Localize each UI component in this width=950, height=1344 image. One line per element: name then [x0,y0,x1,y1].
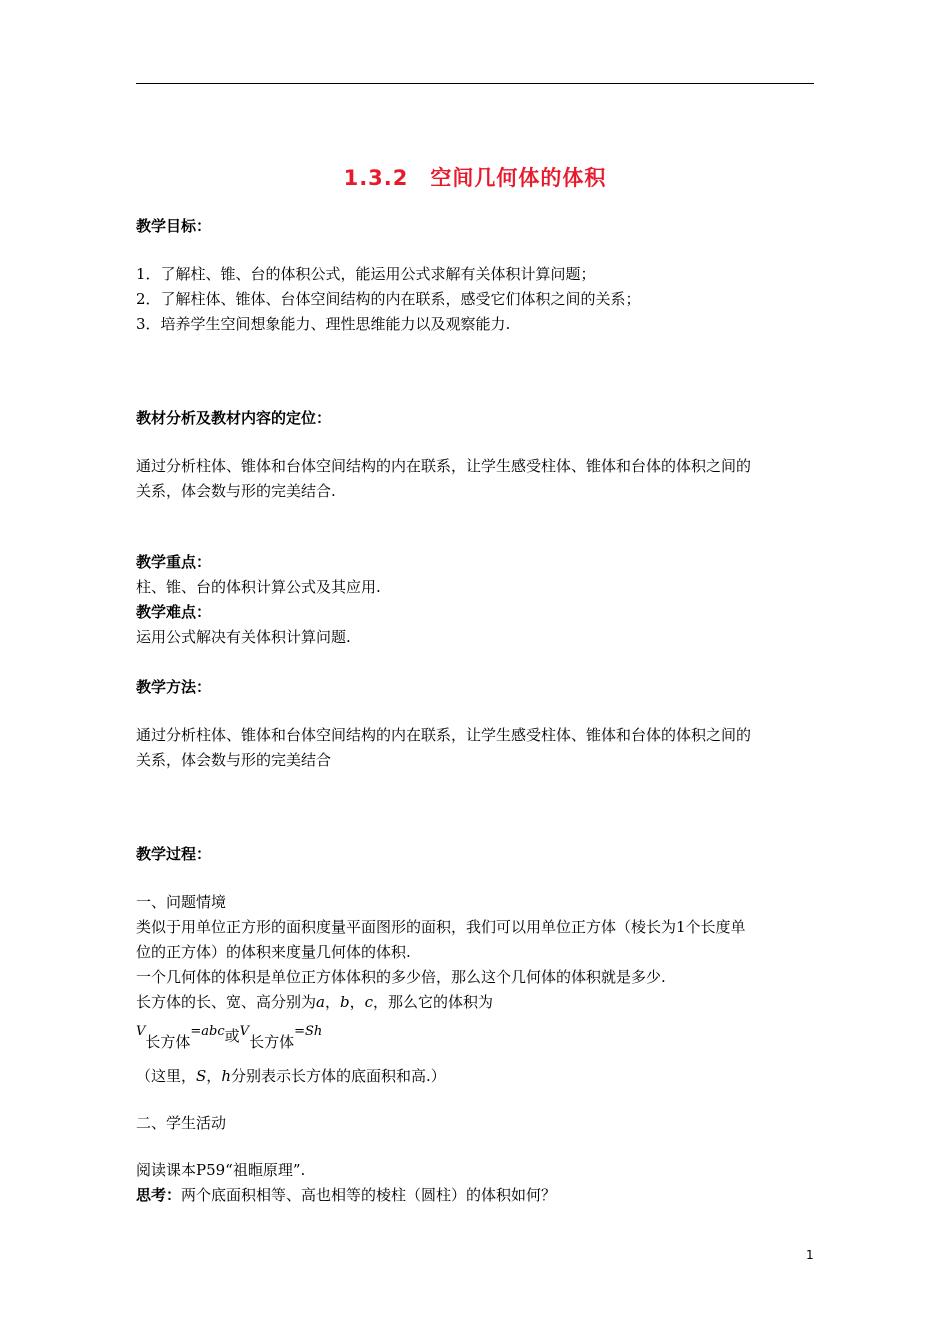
objective-item: 2．了解柱体、锥体、台体空间结构的内在联系，感受它们体积之间的关系； [136,290,641,308]
section2-title: 二、学生活动 [136,1114,227,1132]
objectives-heading: 教学目标： [136,217,212,235]
section1-title: 一、问题情境 [136,893,227,911]
reading-line: 阅读课本P59“祖暅原理”. [136,1161,306,1179]
analysis-line: 通过分析柱体、锥体和台体空间结构的内在联系，让学生感受柱体、锥体和台体的体积之间的 [136,457,752,475]
page-number: 1 [806,1248,814,1262]
method-heading: 教学方法： [136,678,212,696]
section1-line: 一个几何体的体积是单位正方体体积的多少倍，那么这个几何体的体积就是多少. [136,968,666,986]
objective-item: 1．了解柱、锥、台的体积公式，能运用公式求解有关体积计算问题； [136,265,596,283]
volume-formula: V长方体=abc或V长方体=Sh [136,1024,323,1051]
difficulty-text: 运用公式解决有关体积计算问题. [136,628,351,646]
dimensions-line: 长方体的长、宽、高分别为a，b，c，那么它的体积为 [136,993,494,1011]
process-heading: 教学过程： [136,845,212,863]
header-rule [136,83,814,84]
objective-item: 3．培养学生空间想象能力、理性思维能力以及观察能力. [136,315,511,333]
difficulty-heading: 教学难点： [136,603,212,621]
think-line: 思考：两个底面积相等、高也相等的棱柱（圆柱）的体积如何？ [136,1186,557,1204]
analysis-line: 关系，体会数与形的完美结合. [136,482,336,500]
analysis-heading: 教材分析及教材内容的定位： [136,409,332,427]
section1-line: 位的正方体）的体积来度量几何体的体积. [136,943,411,961]
key-point-text: 柱、锥、台的体积计算公式及其应用. [136,578,381,596]
method-line: 关系，体会数与形的完美结合 [136,751,332,769]
method-line: 通过分析柱体、锥体和台体空间结构的内在联系，让学生感受柱体、锥体和台体的体积之间的 [136,726,752,744]
key-point-heading: 教学重点： [136,553,212,571]
section1-line: 类似于用单位正方形的面积度量平面图形的面积，我们可以用单位正方体（棱长为1个长度单 [136,918,746,936]
page-title: 1.3.2 空间几何体的体积 [343,166,607,190]
formula-note: （这里，S，h分别表示长方体的底面积和高.） [136,1067,446,1085]
